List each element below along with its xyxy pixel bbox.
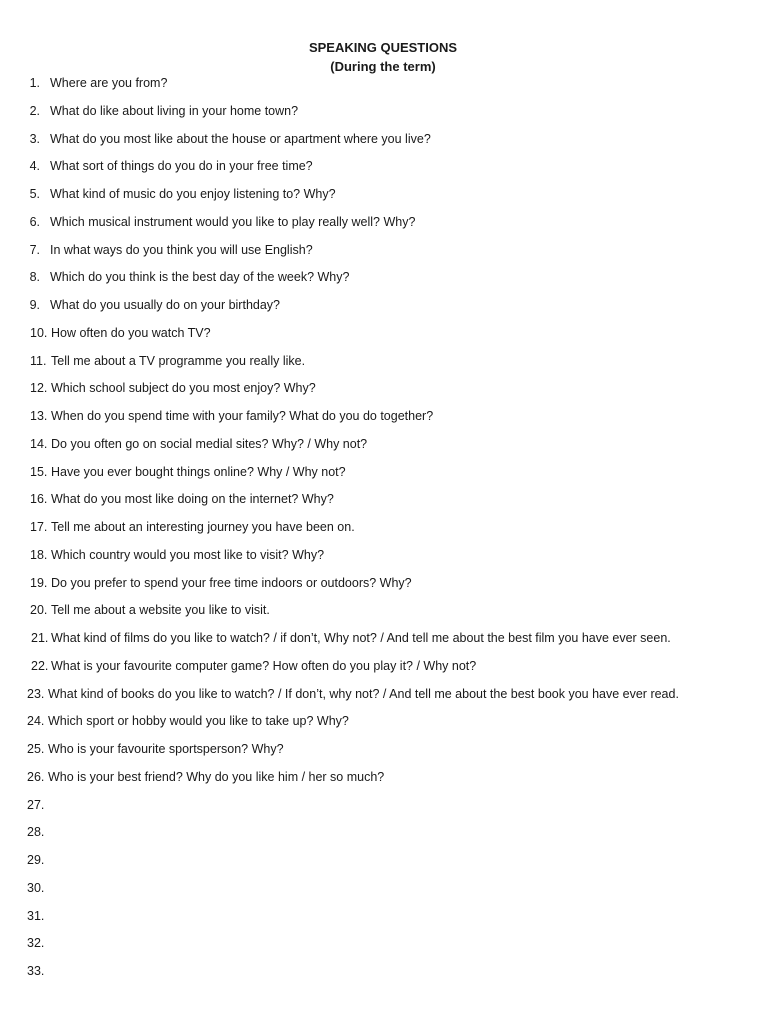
question-item <box>0 657 768 685</box>
question-number: 10. <box>30 325 48 340</box>
question-item <box>0 601 768 629</box>
question-item <box>0 518 768 546</box>
question-number: 27. <box>27 797 45 812</box>
question-item <box>0 685 768 713</box>
question-text: What kind of music do you enjoy listening to? Why? <box>50 187 336 201</box>
question-number: 6. <box>29 214 40 229</box>
question-item <box>0 574 768 602</box>
question-number: 31. <box>27 908 45 923</box>
question-text: What kind of books do you like to watch? / If don’t, why not? / And tell me about the best book you have ever read. <box>48 686 679 701</box>
question-number: 20. <box>30 603 48 618</box>
question-number: 28. <box>27 825 45 840</box>
question-item <box>0 407 768 435</box>
question-item <box>0 796 768 824</box>
question-item <box>0 851 768 879</box>
question-item <box>0 907 768 935</box>
question-text: What do you most like doing on the internet? Why? <box>51 492 334 507</box>
question-text: What do you most like about the house or apartment where you live? <box>50 131 431 146</box>
question-text: In what ways do you think you will use English? <box>50 242 313 257</box>
question-number: 4. <box>29 159 40 174</box>
question-number: 8. <box>29 270 40 285</box>
question-item <box>0 740 768 768</box>
question-text: Which school subject do you most enjoy? Why? <box>51 381 316 396</box>
question-text: How often do you watch TV? <box>51 325 211 340</box>
question-item <box>0 490 768 518</box>
question-item <box>0 324 768 352</box>
question-text: Which country would you most like to visit? Why? <box>51 547 325 562</box>
question-number: 1. <box>29 76 40 90</box>
question-number: 21. <box>31 631 49 645</box>
question-item <box>0 241 768 269</box>
question-item <box>0 102 768 130</box>
question-text: Who is your favourite sportsperson? Why? <box>48 742 284 756</box>
question-number: 25. <box>27 742 45 756</box>
question-number: 17. <box>30 520 48 534</box>
question-number: 14. <box>30 436 48 451</box>
question-item <box>0 213 768 241</box>
question-text: Tell me about an interesting journey you have been on. <box>51 520 355 534</box>
question-text: Who is your best friend? Why do you like him / her so much? <box>48 769 385 784</box>
question-item <box>0 879 768 907</box>
question-item <box>0 296 768 324</box>
question-text: Tell me about a TV programme you really like. <box>51 353 306 368</box>
question-text: What do like about living in your home town? <box>50 103 299 118</box>
question-number: 16. <box>30 492 48 507</box>
question-number: 23. <box>27 686 45 701</box>
question-item <box>0 962 768 990</box>
question-item <box>0 712 768 740</box>
question-number: 3. <box>29 131 40 146</box>
question-number: 24. <box>27 714 45 729</box>
question-text: Tell me about a website you like to visit. <box>51 603 270 618</box>
question-text: Which musical instrument would you like to play really well? Why? <box>50 214 416 229</box>
question-number: 13. <box>30 409 48 423</box>
question-text: What is your favourite computer game? How often do you play it? / Why not? <box>51 658 477 673</box>
question-text: What kind of films do you like to watch? / if don’t, Why not? / And tell me about the best film you have ever seen. <box>51 631 671 645</box>
question-text: Which sport or hobby would you like to take up? Why? <box>48 714 349 729</box>
question-text: What sort of things do you do in your free time? <box>50 159 313 174</box>
question-item <box>0 934 768 962</box>
question-item <box>0 629 768 657</box>
question-item <box>0 823 768 851</box>
question-text: What do you usually do on your birthday? <box>50 298 280 312</box>
question-number: 7. <box>29 242 40 257</box>
question-number: 33. <box>27 964 45 978</box>
question-item <box>0 463 768 491</box>
question-number: 29. <box>27 853 45 867</box>
question-number: 2. <box>29 103 40 118</box>
question-number: 22. <box>31 658 49 673</box>
question-text: Which do you think is the best day of the week? Why? <box>50 270 350 285</box>
question-text: Have you ever bought things online? Why / Why not? <box>51 464 346 479</box>
question-item <box>0 268 768 296</box>
page-subtitle: (During the term) <box>330 59 436 74</box>
question-item <box>0 435 768 463</box>
question-text: Do you often go on social medial sites? Why? / Why not? <box>51 436 368 451</box>
page-title: SPEAKING QUESTIONS <box>308 40 458 55</box>
question-number: 19. <box>30 575 48 590</box>
question-number: 26. <box>27 769 45 784</box>
question-item <box>0 74 768 102</box>
question-number: 11. <box>30 353 47 368</box>
question-number: 18. <box>30 547 48 562</box>
question-number: 30. <box>27 880 45 895</box>
question-number: 12. <box>30 381 48 396</box>
question-number: 32. <box>27 936 45 951</box>
question-number: 9. <box>29 298 40 312</box>
question-item <box>0 546 768 574</box>
question-text: Do you prefer to spend your free time indoors or outdoors? Why? <box>51 575 412 590</box>
title-block <box>0 38 768 76</box>
question-item <box>0 130 768 158</box>
question-number: 5. <box>29 187 40 201</box>
question-item <box>0 768 768 796</box>
question-item <box>0 157 768 185</box>
question-text: Where are you from? <box>50 76 168 90</box>
question-item <box>0 185 768 213</box>
question-item <box>0 352 768 380</box>
question-item <box>0 379 768 407</box>
question-text: When do you spend time with your family? What do you do together? <box>51 409 434 423</box>
question-number: 15. <box>30 464 48 479</box>
questions-list <box>0 74 768 990</box>
